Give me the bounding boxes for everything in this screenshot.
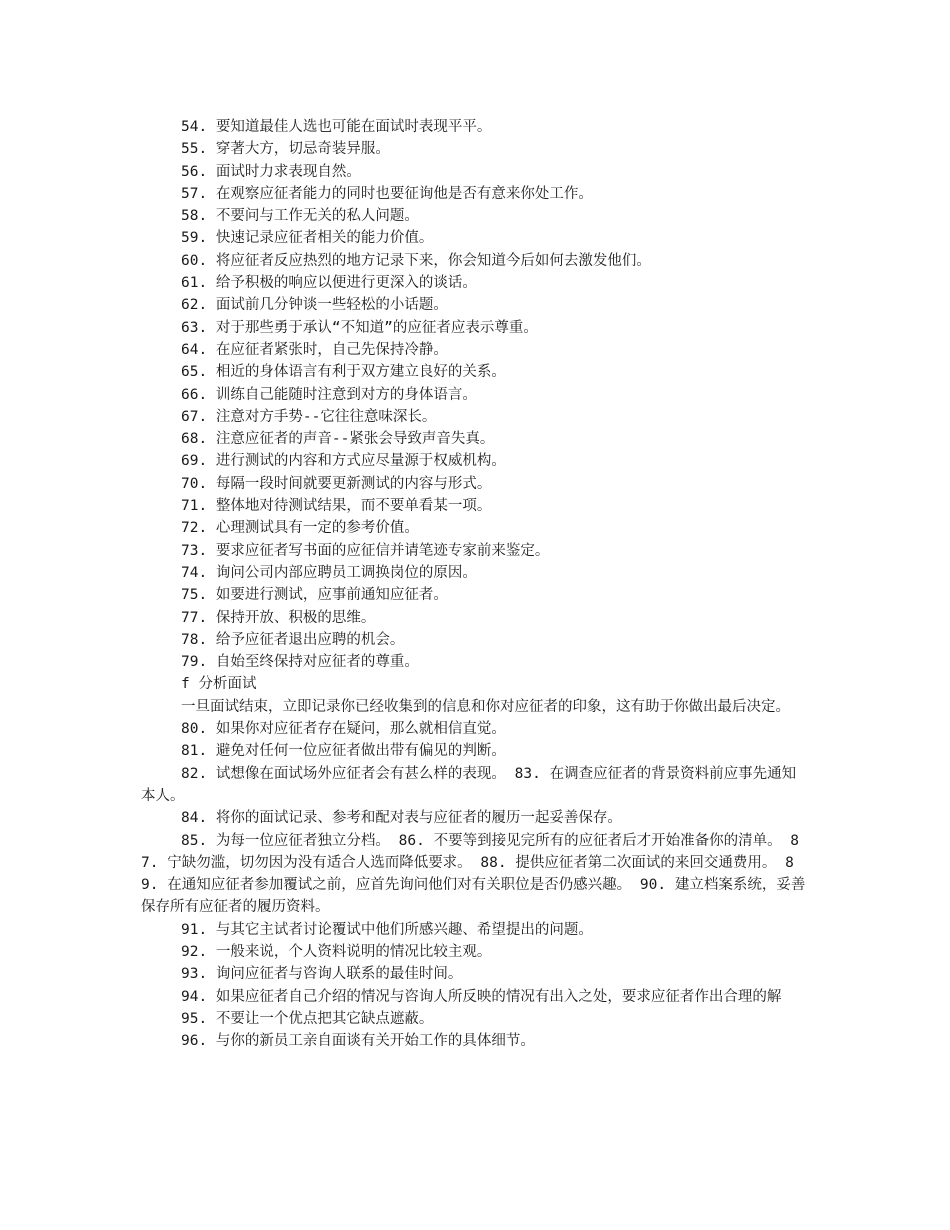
paragraph: 61. 给予积极的响应以便进行更深入的谈话。: [181, 275, 477, 292]
paragraph: 63. 对于那些勇于承认“不知道”的应征者应表示尊重。: [181, 319, 538, 336]
paragraph: 71. 整体地对待测试结果，而不要单看某一项。: [181, 498, 492, 515]
paragraph: 81. 避免对任何一位应征者做出带有偏见的判断。: [181, 743, 506, 760]
paragraph: 54. 要知道最佳人选也可能在面试时表现平平。: [181, 119, 492, 135]
paragraph: 一旦面试结束，立即记录你已经收集到的信息和你对应征者的印象，这有助于你做出最后决定。: [181, 698, 790, 715]
paragraph: 67. 注意对方手势--它往往意味深长。: [181, 408, 437, 425]
paragraph: 59. 快速记录应征者相关的能力价值。: [181, 230, 434, 247]
paragraph: 77. 保持开放、积极的思维。: [181, 609, 376, 626]
paragraph: 96. 与你的新员工亲自面谈有关开始工作的具体细节。: [181, 1033, 535, 1050]
paragraph: 65. 相近的身体语言有利于双方建立良好的关系。: [181, 364, 506, 381]
paragraph: 73. 要求应征者写书面的应征信并请笔迹专家前来鉴定。: [181, 542, 550, 559]
document-body: [141, 116, 809, 1052]
paragraph: 62. 面试前几分钟谈一些轻松的小话题。: [181, 297, 448, 314]
paragraph: 70. 每隔一段时间就要更新测试的内容与形式。: [181, 475, 492, 492]
paragraph: 79. 自始至终保持对应征者的尊重。: [181, 654, 419, 671]
paragraph: 92. 一般来说，个人资料说明的情况比较主观。: [181, 943, 492, 960]
paragraph: 74. 询问公司内部应聘员工调换岗位的原因。: [181, 564, 477, 581]
paragraph: 82. 试想像在面试场外应征者会有甚么样的表现。 83. 在调查应征者的背景资料前应事先通知本人。: [141, 765, 797, 804]
paragraph: 85. 为每一位应征者独立分档。 86. 不要等到接见完所有的应征者后才开始准备你的清单。 87. 宁缺勿滥，切勿因为没有适合人选而降低要求。 88. 提供应征者第二次面试的来回交通费用。 89. 在通知应征者参加覆试之前，应首先询问他们对有关职位是否仍感兴趣。 90. 建立档案系统，妥善保存所有应征者的履历资料。: [141, 832, 806, 916]
paragraph: 68. 注意应征者的声音--紧张会导致声音失真。: [181, 431, 495, 448]
paragraph: 66. 训练自己能随时注意到对方的身体语言。: [181, 386, 477, 403]
paragraph: 75. 如要进行测试，应事前通知应征者。: [181, 587, 448, 604]
paragraph: 56. 面试时力求表现自然。: [181, 163, 361, 180]
paragraph: 57. 在观察应征者能力的同时也要征询他是否有意来你处工作。: [181, 185, 593, 202]
paragraph: 91. 与其它主试者讨论覆试中他们所感兴趣、希望提出的问题。: [181, 921, 593, 938]
paragraph: 84. 将你的面试记录、参考和配对表与应征者的履历一起妥善保存。: [181, 810, 622, 827]
paragraph: 69. 进行测试的内容和方式应尽量源于权威机构。: [181, 453, 506, 470]
paragraph: 78. 给予应征者退出应聘的机会。: [181, 631, 405, 648]
paragraph: 93. 询问应征者与咨询人联系的最佳时间。: [181, 966, 463, 983]
paragraph: 95. 不要让一个优点把其它缺点遮蔽。: [181, 1010, 434, 1027]
section-heading: f 分析面试: [181, 676, 257, 693]
paragraph: 55. 穿著大方，切忌奇装异服。: [181, 141, 390, 158]
paragraph: 94. 如果应征者自己介绍的情况与咨询人所反映的情况有出入之处，要求应征者作出合理的解: [181, 988, 782, 1005]
paragraph: 60. 将应征者反应热烈的地方记录下来，你会知道今后如何去激发他们。: [181, 252, 651, 269]
paragraph: 80. 如果你对应征者存在疑问，那么就相信直觉。: [181, 721, 506, 738]
paragraph: 72. 心理测试具有一定的参考价值。: [181, 520, 419, 537]
paragraph: 58. 不要问与工作无关的私人问题。: [181, 208, 419, 225]
paragraph: 64. 在应征者紧张时，自己先保持冷静。: [181, 341, 448, 358]
